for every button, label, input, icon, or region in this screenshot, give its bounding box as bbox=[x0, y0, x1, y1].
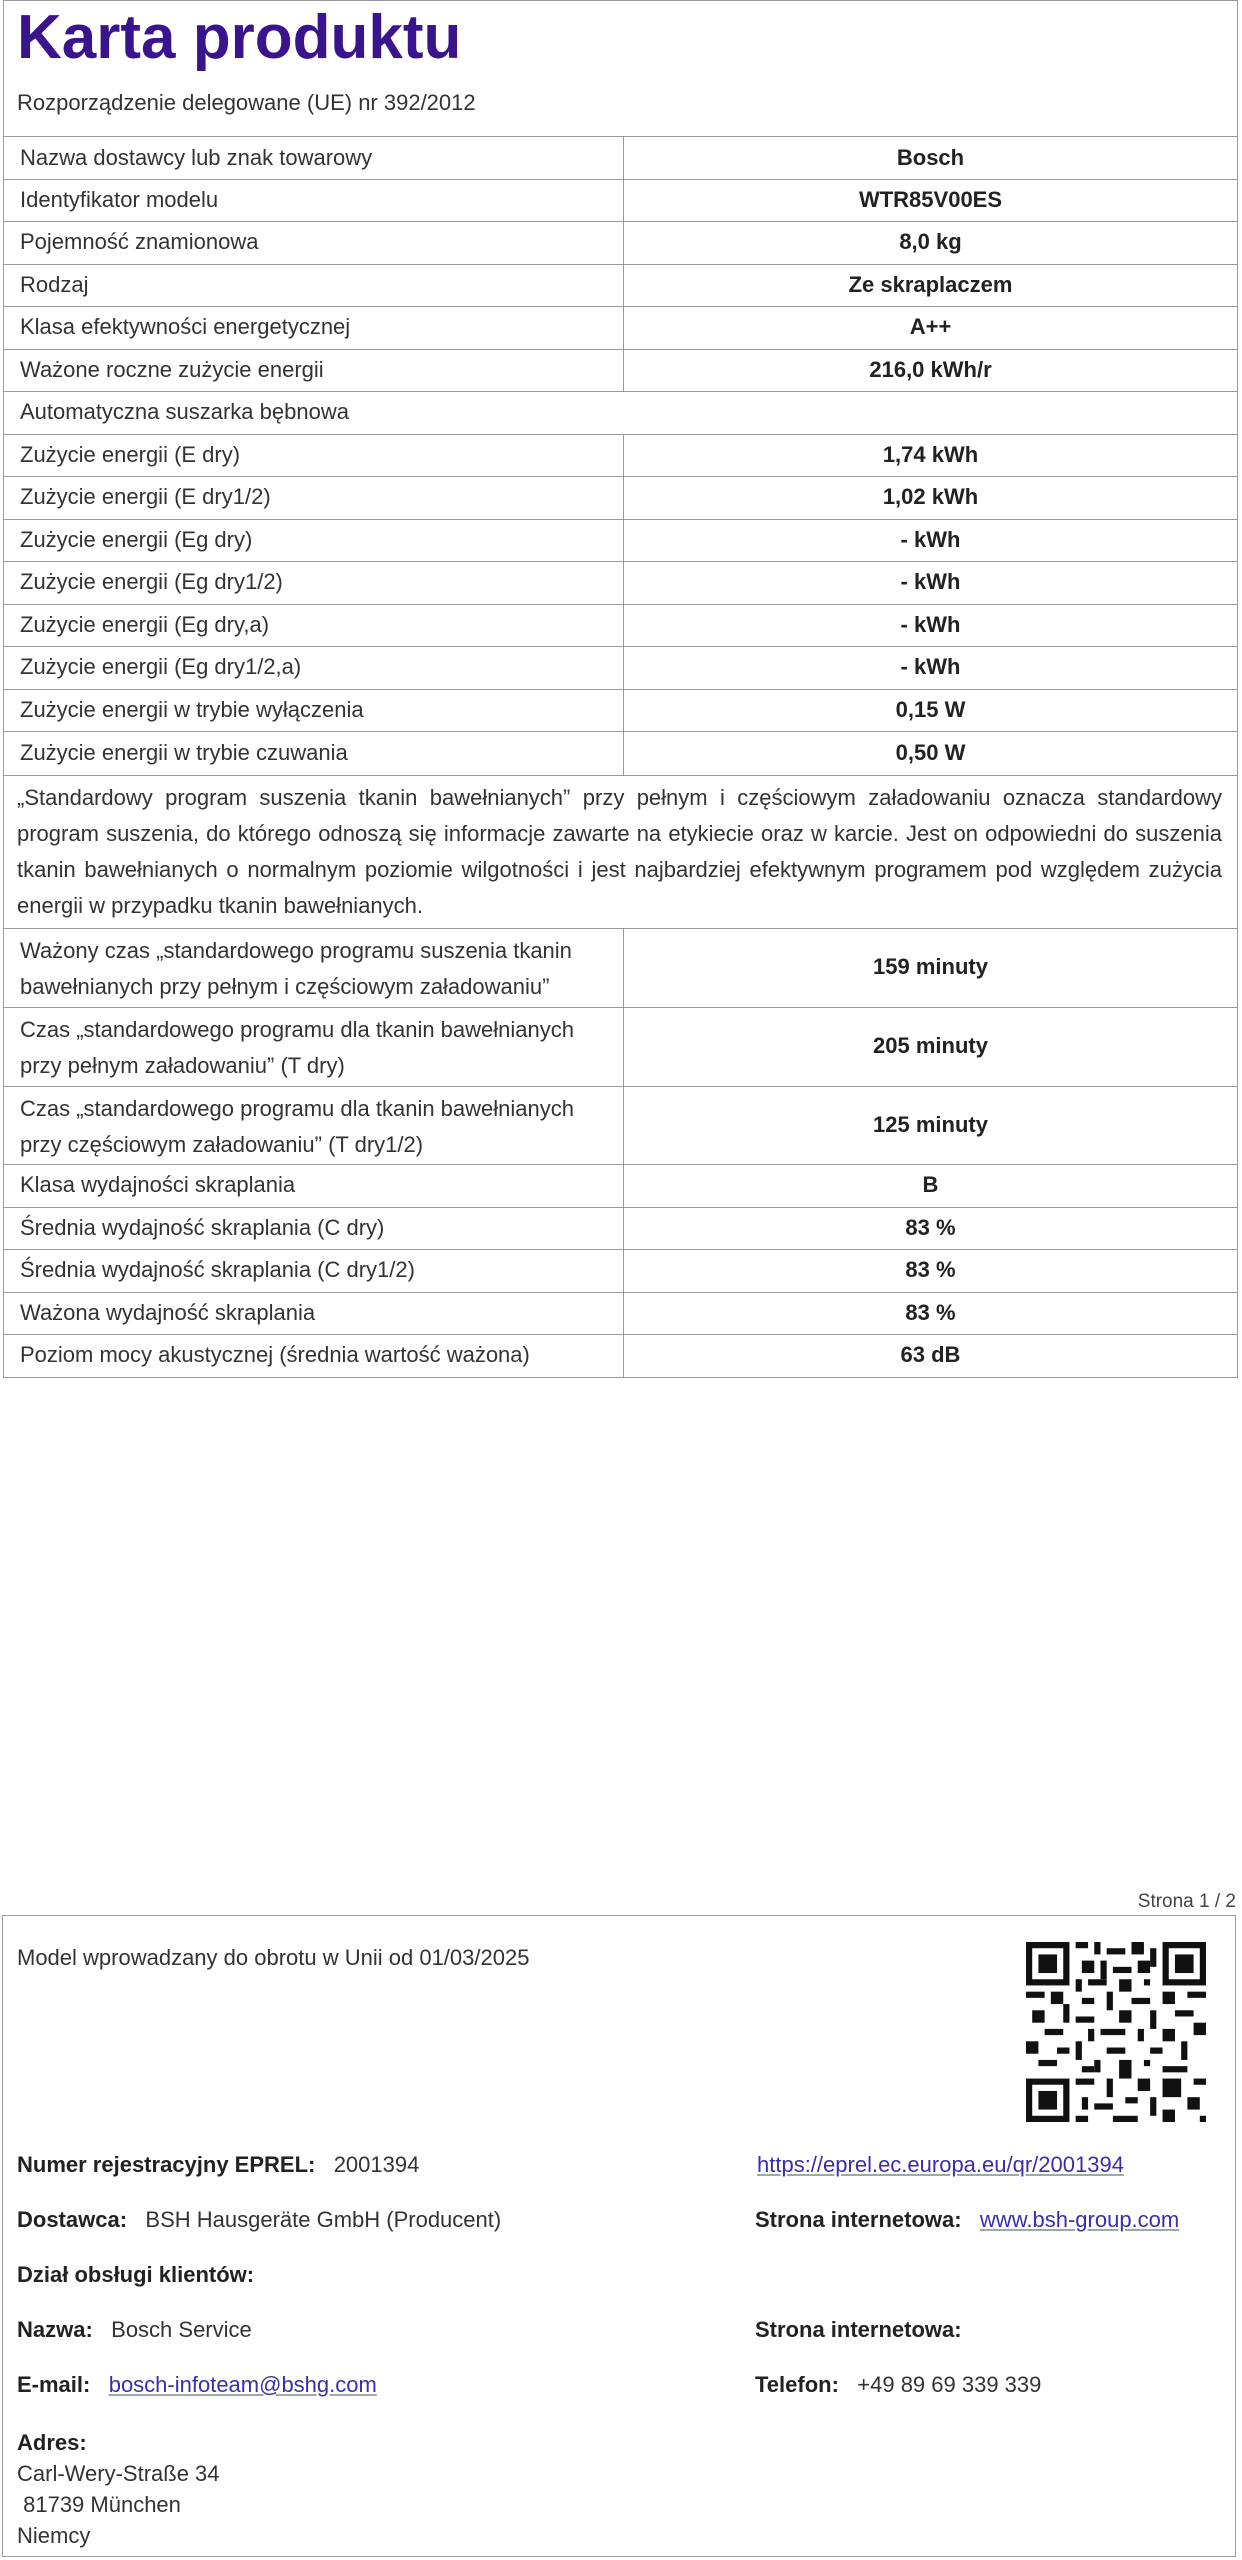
table-row bbox=[3, 1087, 1238, 1165]
row-label: Nazwa dostawcy lub znak towarowy bbox=[20, 145, 373, 170]
service-name-label: Nazwa: bbox=[17, 2317, 93, 2342]
row-label: Średnia wydajność skraplania (C dry1/2) bbox=[20, 1257, 415, 1282]
row-label: Zużycie energii (Eg dry1/2,a) bbox=[20, 654, 302, 679]
table-row bbox=[3, 435, 1238, 477]
table-row bbox=[3, 1008, 1238, 1087]
row-value: 205 minuty bbox=[873, 1033, 988, 1058]
table-row bbox=[3, 690, 1238, 732]
table-row bbox=[3, 562, 1238, 605]
definition-paragraph: „Standardowy program suszenia tkanin bawełnianych” przy pełnym i częściowym załadowaniu oznacza standardowy program suszenia, do którego odnoszą się informacje zawarte na etykiecie oraz w karcie. Jest on odpowiedni do suszenia tkanin bawełnianych o normalnym poziomie wilgotności i jest najbardziej efektywnym programem pod względem zużycia energii w przypadku tkanin bawełnianych. bbox=[17, 785, 1222, 918]
qr-code-icon[interactable] bbox=[1025, 1942, 1207, 2122]
row-value: Bosch bbox=[896, 145, 965, 170]
customer-service-heading bbox=[17, 2262, 254, 2288]
row-value: 0,50 W bbox=[895, 740, 966, 765]
supplier-name: BSH Hausgeräte GmbH (Producent) bbox=[145, 2207, 502, 2232]
email-label: E-mail: bbox=[17, 2372, 91, 2397]
row-label bbox=[20, 1091, 574, 1163]
row-value: - kWh bbox=[900, 569, 961, 594]
service-name-row bbox=[17, 2317, 252, 2343]
phone-number: +49 89 69 339 339 bbox=[857, 2372, 1042, 2397]
row-label bbox=[20, 933, 572, 1005]
row-label-line2: bawełnianych przy pełnym i częściowym załadowaniu” bbox=[20, 974, 550, 999]
customer-service-label: Dział obsługi klientów: bbox=[17, 2262, 255, 2287]
email-link[interactable]: bosch-infoteam@bshg.com bbox=[108, 2372, 377, 2397]
row-value: 83 % bbox=[905, 1257, 956, 1282]
regulation-subtitle: Rozporządzenie delegowane (UE) nr 392/2012 bbox=[17, 90, 476, 115]
table-row bbox=[3, 1293, 1238, 1335]
table-row bbox=[3, 477, 1238, 520]
row-label: Zużycie energii (Eg dry,a) bbox=[20, 612, 270, 637]
row-label: Zużycie energii (E dry1/2) bbox=[20, 484, 271, 509]
row-value: - kWh bbox=[900, 612, 961, 637]
row-value: B bbox=[922, 1172, 939, 1197]
row-label: Zużycie energii (Eg dry) bbox=[20, 527, 253, 552]
supplier-label: Dostawca: bbox=[17, 2207, 128, 2232]
service-website-row bbox=[755, 2317, 962, 2343]
row-label-line1: Czas „standardowego programu dla tkanin bawełnianych bbox=[20, 1096, 574, 1121]
service-name: Bosch Service bbox=[111, 2317, 252, 2342]
row-value: WTR85V00ES bbox=[858, 187, 1003, 212]
row-label: Poziom mocy akustycznej (średnia wartość ważona) bbox=[20, 1342, 530, 1367]
eprel-row bbox=[17, 2152, 419, 2178]
row-label-line1: Ważony czas „standardowego programu suszenia tkanin bbox=[20, 938, 572, 963]
row-value: 0,15 W bbox=[895, 697, 966, 722]
website-label: Strona internetowa: bbox=[755, 2207, 962, 2232]
row-value: 125 minuty bbox=[873, 1112, 988, 1137]
table-row bbox=[3, 222, 1238, 265]
website-link[interactable]: www.bsh-group.com bbox=[979, 2207, 1180, 2232]
eprel-link[interactable]: https://eprel.ec.europa.eu/qr/2001394 bbox=[757, 2152, 1124, 2177]
table-row bbox=[3, 647, 1238, 690]
eprel-label: Numer rejestracyjny EPREL: bbox=[17, 2152, 316, 2177]
row-label: Ważone roczne zużycie energii bbox=[20, 357, 324, 382]
address-city: 81739 München bbox=[17, 2492, 181, 2517]
row-label: Średnia wydajność skraplania (C dry) bbox=[20, 1215, 385, 1240]
row-label: Zużycie energii (E dry) bbox=[20, 442, 241, 467]
address-street: Carl-Wery-Straße 34 bbox=[17, 2461, 220, 2486]
row-label: Ważona wydajność skraplania bbox=[20, 1300, 316, 1325]
eprel-url-row bbox=[757, 2152, 1124, 2178]
table-row bbox=[3, 732, 1238, 776]
table-row bbox=[3, 265, 1238, 307]
phone-row bbox=[755, 2372, 1041, 2398]
row-label: Zużycie energii (Eg dry1/2) bbox=[20, 569, 283, 594]
row-label: Identyfikator modelu bbox=[20, 187, 219, 212]
row-value: 63 dB bbox=[900, 1342, 961, 1367]
row-value: 1,74 kWh bbox=[882, 442, 979, 467]
table-row bbox=[3, 307, 1238, 350]
table-row bbox=[3, 1335, 1238, 1378]
address-country: Niemcy bbox=[17, 2523, 91, 2548]
row-value: 1,02 kWh bbox=[882, 484, 979, 509]
row-value: 216,0 kWh/r bbox=[869, 357, 992, 382]
table-row bbox=[3, 1208, 1238, 1250]
service-website-label: Strona internetowa: bbox=[755, 2317, 962, 2342]
section-row bbox=[3, 392, 1238, 435]
row-value: Ze skraplaczem bbox=[848, 272, 1013, 297]
table-row bbox=[3, 1250, 1238, 1293]
row-value: 8,0 kg bbox=[899, 229, 962, 254]
row-label-line2: przy pełnym załadowaniu” (T dry) bbox=[20, 1053, 345, 1078]
market-date: Model wprowadzany do obrotu w Unii od 01/03/2025 bbox=[17, 1945, 530, 1970]
email-row bbox=[17, 2372, 377, 2398]
table-row bbox=[3, 1165, 1238, 1208]
row-label: Klasa wydajności skraplania bbox=[20, 1172, 296, 1197]
table-row bbox=[3, 137, 1238, 180]
supplier-row bbox=[17, 2207, 501, 2233]
row-label: Klasa efektywności energetycznej bbox=[20, 314, 351, 339]
row-label: Zużycie energii w trybie czuwania bbox=[20, 740, 348, 765]
row-value: - kWh bbox=[900, 527, 961, 552]
row-label-line1: Czas „standardowego programu dla tkanin bawełnianych bbox=[20, 1017, 574, 1042]
section-heading: Automatyczna suszarka bębnowa bbox=[20, 399, 349, 424]
row-label: Pojemność znamionowa bbox=[20, 229, 259, 254]
row-label: Zużycie energii w trybie wyłączenia bbox=[20, 697, 364, 722]
table-row bbox=[3, 929, 1238, 1008]
eprel-number: 2001394 bbox=[333, 2152, 420, 2177]
row-label bbox=[20, 1012, 574, 1084]
row-label: Rodzaj bbox=[20, 272, 89, 297]
table-row bbox=[3, 605, 1238, 647]
address-label: Adres: bbox=[17, 2430, 87, 2455]
row-value: - kWh bbox=[900, 654, 961, 679]
table-row bbox=[3, 350, 1238, 392]
row-label-line2: przy częściowym załadowaniu” (T dry1/2) bbox=[20, 1132, 424, 1157]
row-value: 159 minuty bbox=[873, 954, 988, 979]
phone-label: Telefon: bbox=[755, 2372, 839, 2397]
row-value: 83 % bbox=[905, 1300, 956, 1325]
table-row bbox=[3, 520, 1238, 562]
address-block bbox=[17, 2427, 220, 2551]
website-row bbox=[755, 2207, 1179, 2233]
row-value: 83 % bbox=[905, 1215, 956, 1240]
page-title: Karta produktu bbox=[17, 3, 462, 72]
table-row bbox=[3, 180, 1238, 222]
page-number: Strona 1 / 2 bbox=[1137, 1891, 1236, 1912]
row-value: A++ bbox=[909, 314, 952, 339]
